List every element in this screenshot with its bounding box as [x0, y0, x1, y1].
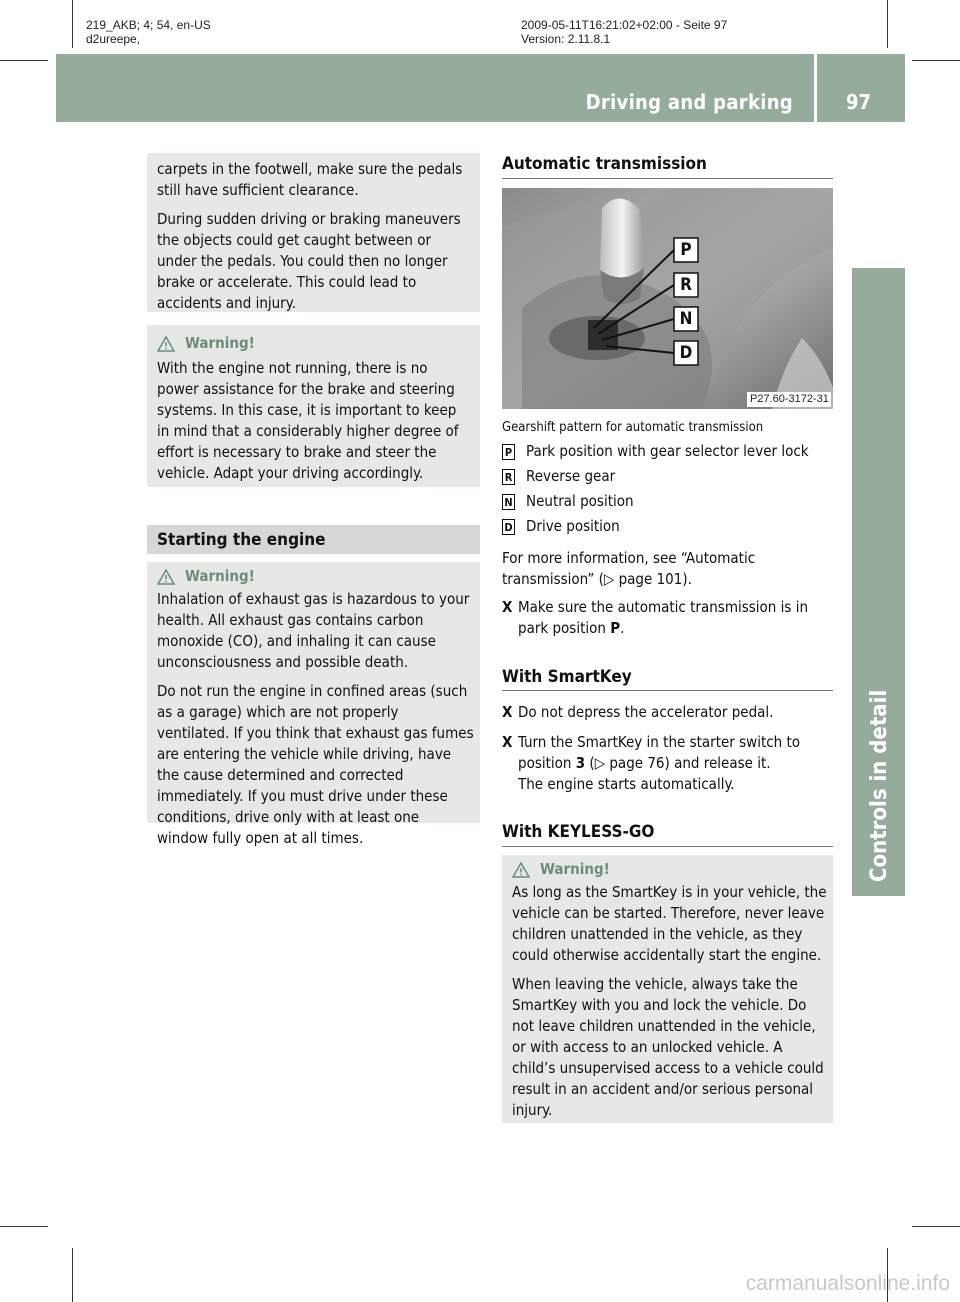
- warning-text: When leaving the vehicle, always take the SmartKey with you and lock the vehicle. Do not leave children unattended in the vehicle, or with access to an unlocked vehicle. A child’s unsupervised access to a vehicle could result in an accident and/or serious personal injury.: [512, 975, 824, 1119]
- instruction-step: X Do not depress the accelerator pedal.: [502, 703, 774, 721]
- crop-mark: [912, 1226, 960, 1227]
- print-meta-right: 2009-05-11T16:21:02+02:00 - Seite 97 Version: 2.11.8.1: [521, 18, 728, 46]
- step-arrow-icon: X: [502, 598, 513, 616]
- page-number: 97: [845, 90, 871, 114]
- crop-mark: [887, 0, 888, 48]
- crop-mark: [0, 1226, 48, 1227]
- instruction-step: X Turn the SmartKey in the starter switch to position 3 (▷ page 76) and release it. The engine starts automatically.: [502, 733, 801, 793]
- more-info-text: For more information, see “Automatic transmission” (▷ page 101).: [502, 549, 756, 588]
- crop-mark: [912, 60, 960, 61]
- gearshift-figure: [502, 188, 833, 409]
- warning-triangle-icon: [157, 569, 175, 585]
- list-item: R Reverse gear: [502, 466, 837, 487]
- warning-title: Warning!: [157, 333, 472, 354]
- callout-label-r: R: [680, 275, 692, 295]
- warning-triangle-icon: [512, 862, 530, 878]
- warning-text: During sudden driving or braking maneuvers the objects could get caught between or under the pedals. You could then no longer brake or accelerate. This could lead to accidents and injury.: [157, 210, 461, 312]
- heading-rule: [502, 690, 833, 691]
- crop-mark: [72, 1248, 73, 1302]
- list-item: D Drive position: [502, 516, 837, 537]
- warning-text: As long as the SmartKey is in your vehicle, the vehicle can be started. Therefore, never leave children unattended in the vehicle, as they could otherwise accidentally start the engine.: [512, 883, 827, 964]
- list-item: N Neutral position: [502, 491, 837, 512]
- warning-box-power-assist: [147, 325, 480, 487]
- callout-label-n: N: [679, 309, 693, 329]
- warning-text: Inhalation of exhaust gas is hazardous to your health. All exhaust gas contains carbon monoxide (CO), and inhaling it can cause unconsciousness and possible death.: [157, 590, 470, 671]
- header-divider: [814, 54, 817, 122]
- warning-text: carpets in the footwell, make sure the pedals still have sufficient clearance.: [157, 160, 463, 199]
- warning-box-continued: [147, 153, 480, 312]
- heading-rule: [502, 846, 833, 847]
- figure-caption: Gearshift pattern for automatic transmission: [502, 420, 764, 435]
- heading-with-keyless-go: With KEYLESS-GO: [502, 822, 655, 842]
- gear-key-box: P: [502, 444, 515, 460]
- crop-mark: [72, 0, 73, 48]
- instruction-step: X Make sure the automatic transmission is in park position P.: [502, 598, 808, 637]
- gearshift-photo: [502, 188, 833, 409]
- figure-code: P27.60-3172-31: [750, 393, 829, 405]
- warning-box-keyless-go: [502, 855, 833, 1123]
- warning-box-exhaust: [147, 562, 480, 847]
- section-heading: Starting the engine: [147, 525, 480, 554]
- callout-label-d: D: [679, 343, 693, 363]
- step-arrow-icon: X: [502, 703, 513, 721]
- gear-key-box: R: [502, 469, 515, 485]
- chapter-tab-marker: [852, 268, 905, 336]
- warning-text: With the engine not running, there is no power assistance for the brake and steering systems. In this case, it is important to keep in mind that a considerably higher degree of effort is necessary to brake and steer the vehicle. Adapt your driving accordingly.: [157, 359, 459, 482]
- header-bar: [56, 54, 905, 122]
- watermark: carmanualsonline.info: [745, 1272, 950, 1295]
- gear-list: [502, 441, 837, 541]
- step-result: The engine starts automatically.: [518, 775, 735, 793]
- warning-triangle-icon: [157, 336, 175, 352]
- gear-key-box: D: [502, 519, 515, 535]
- chapter-tab-label: Controls in detail: [867, 689, 892, 882]
- heading-with-smartkey: With SmartKey: [502, 667, 632, 687]
- callout-label-p: P: [680, 240, 692, 260]
- list-item: P Park position with gear selector lever lock: [502, 441, 837, 462]
- page-title: Driving and parking: [585, 90, 793, 114]
- warning-title: Warning!: [512, 859, 827, 880]
- warning-text: Do not run the engine in confined areas (such as a garage) which are not properly ventilated. If you think that exhaust gas fumes are entering the vehicle while driving, have the cause determined and corrected immediately. If you must drive under these conditions, drive only with at least one window fully open at all times.: [157, 682, 474, 847]
- print-meta-left: 219_AKB; 4; 54, en-US d2ureepe,: [86, 18, 211, 46]
- gear-key-box: N: [502, 494, 515, 510]
- warning-title: Warning!: [157, 566, 474, 587]
- crop-mark: [0, 60, 48, 61]
- heading-rule: [502, 178, 833, 179]
- step-arrow-icon: X: [502, 733, 513, 751]
- heading-automatic-transmission: Automatic transmission: [502, 154, 707, 174]
